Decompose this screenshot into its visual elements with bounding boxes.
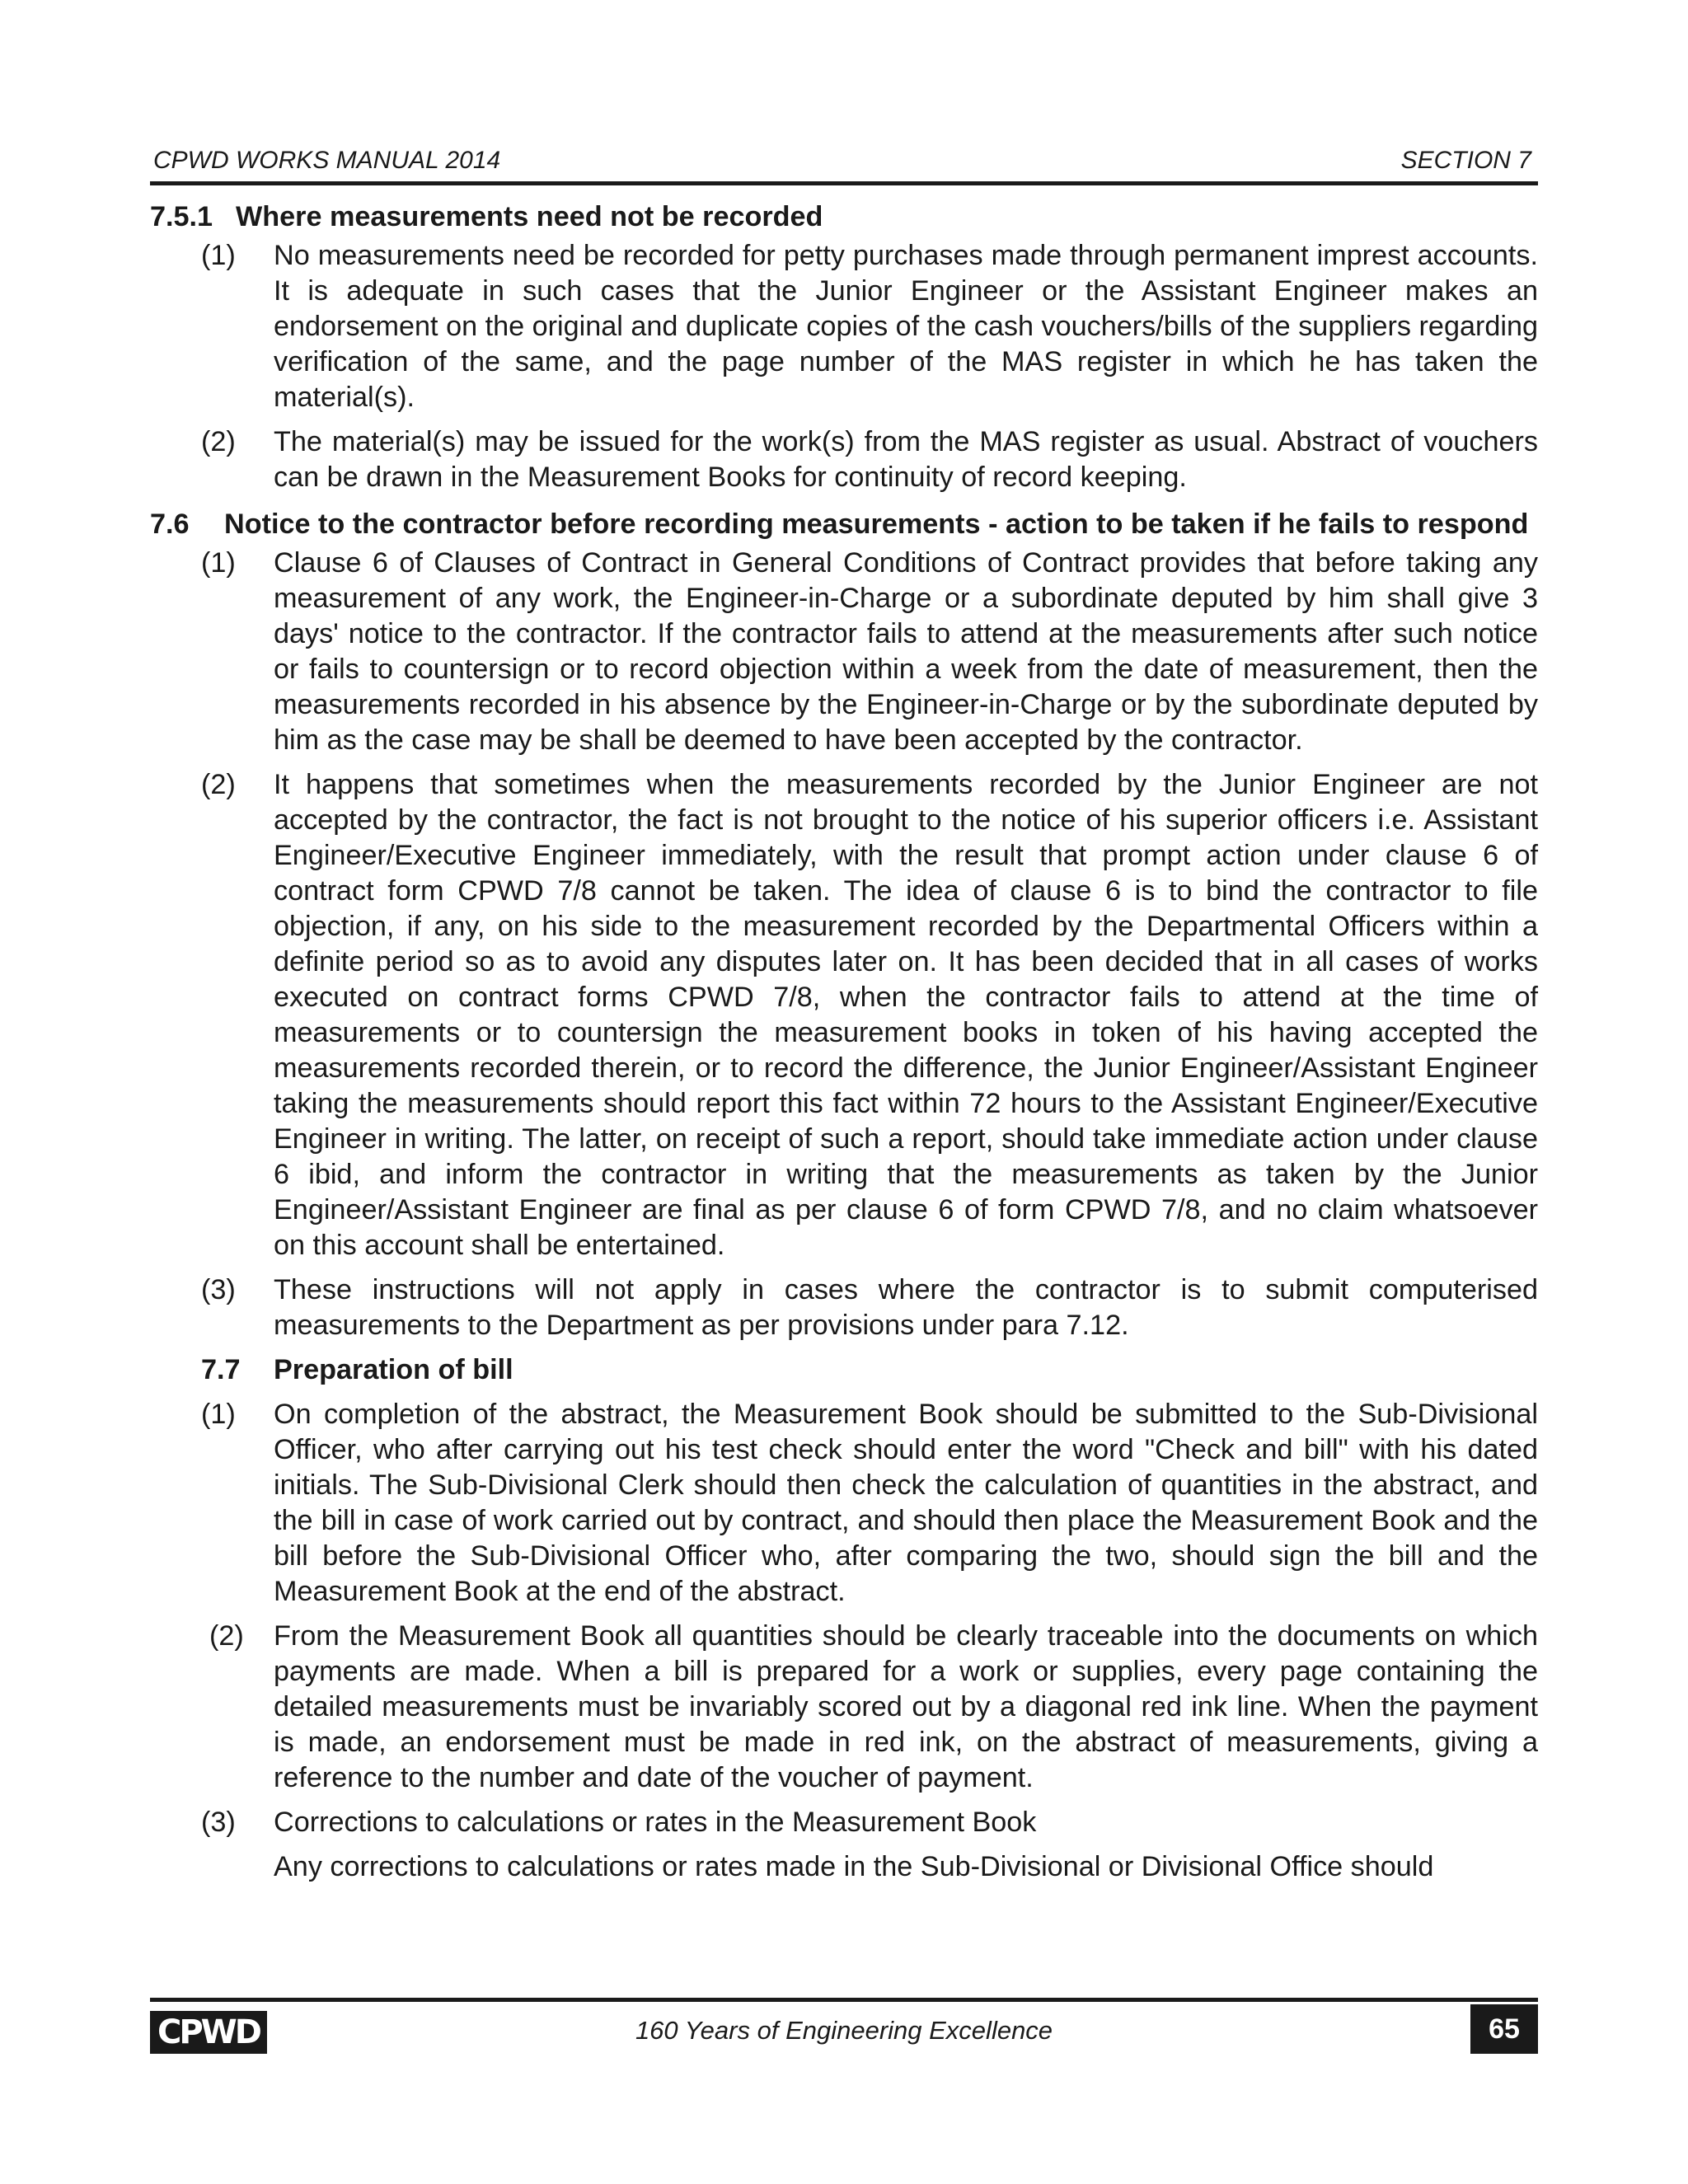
item-text: Corrections to calculations or rates in the Measurement Book <box>274 1807 1037 1838</box>
section-heading-7-5-1 <box>150 199 1538 235</box>
item-text: It happens that sometimes when the measurements recorded by the Junior Engineer are not accepted by the contractor, the fact is not brought to the notice of his superior officers i.e. Assistant Engineer/Executive Engineer immediately, with the result that prompt action under clause 6 of contract form CPWD 7/8 cannot be taken. The idea of clause 6 is to bind the contractor to file objection, if any, on his side to the measurement recorded by the Departmental Officers within a definite period so as to avoid any disputes later on. It has been decided that in all cases of works executed on contract forms CPWD 7/8, when the contractor fails to attend at the time of measurements or to countersign the measurement books in token of his having accepted the measurements recorded therein, or to record the difference, the Junior Engineer/Assistant Engineer taking the measurements should report this fact within 72 hours to the Assistant Engineer/Executive Engineer in writing. The latter, on receipt of such a report, should take immediate action under clause 6 ibid, and inform the contractor in writing that the measurements as taken by the Junior Engineer/Assistant Engineer are final as per clause 6 of form CPWD 7/8, and no claim whatsoever on this account shall be entertained. <box>274 769 1538 1261</box>
item-number: (3) <box>201 1274 236 1305</box>
page-body <box>150 199 1538 1885</box>
section-title: Notice to the contractor before recording measurements - action to be taken if he fails to respond <box>224 509 1529 540</box>
section-heading-7-7 <box>150 1352 1538 1388</box>
item-number: (1) <box>201 240 236 271</box>
item-number: (2) <box>201 426 236 457</box>
page-header <box>150 140 1538 186</box>
list-item <box>150 424 1538 495</box>
list-item <box>150 546 1538 758</box>
section-number: 7.5.1 <box>150 201 213 232</box>
section-heading-7-6 <box>150 507 1538 542</box>
list-item <box>150 1805 1538 1840</box>
cpwd-logo: CPWD <box>150 2011 267 2054</box>
section-title: Where measurements need not be recorded <box>236 201 823 232</box>
item-number: (2) <box>209 1620 244 1652</box>
continuation-paragraph: Any corrections to calculations or rates made in the Sub-Divisional or Divisional Office should <box>274 1851 1434 1882</box>
item-text: On completion of the abstract, the Measurement Book should be submitted to the Sub-Divisional Officer, who after carrying out his test check should enter the word "Check and bill" with his dated initials. The Sub-Divisional Clerk should then check the calculation of quantities in the abstract, and the bill in case of work carried out by contract, and should then place the Measurement Book and the bill before the Sub-Divisional Officer who, after comparing the two, should sign the bill and the Measurement Book at the end of the abstract. <box>274 1399 1538 1607</box>
item-number: (1) <box>201 1399 236 1430</box>
item-text: From the Measurement Book all quantities should be clearly traceable into the documents on which payments are made. When a bill is prepared for a work or supplies, every page containing the detailed measurements must be invariably scored out by a diagonal red ink line. When the payment is made, an endorsement must be made in red ink, on the abstract of measurements, giving a reference to the number and date of the voucher of payment. <box>274 1620 1538 1793</box>
list-item <box>150 1272 1538 1343</box>
list-item <box>150 767 1538 1263</box>
item-text: No measurements need be recorded for petty purchases made through permanent imprest accounts. It is adequate in such cases that the Junior Engineer or the Assistant Engineer makes an endorsement on the original and duplicate copies of the cash vouchers/bills of the suppliers regarding verification of the same, and the page number of the MAS register in which he has taken the material(s). <box>274 240 1538 413</box>
section-title: Preparation of bill <box>274 1354 513 1385</box>
item-text: The material(s) may be issued for the work(s) from the MAS register as usual. Abstract of vouchers can be drawn in the Measurement Books for continuity of record keeping. <box>274 426 1538 493</box>
item-text: Clause 6 of Clauses of Contract in General Conditions of Contract provides that before taking any measurement of any work, the Engineer-in-Charge or a subordinate deputed by him shall give 3 days' notice to the contractor. If the contractor fails to attend at the measurements after such notice or fails to countersign or to record objection within a week from the date of measurement, then the measurements recorded in his absence by the Engineer-in-Charge or by the subordinate deputed by him as the case may be shall be deemed to have been accepted by the contractor. <box>274 547 1538 756</box>
list-item <box>150 1619 1538 1796</box>
page-number: 65 <box>1470 2004 1538 2054</box>
list-item <box>150 1397 1538 1610</box>
section-number: 7.7 <box>201 1354 241 1385</box>
item-number: (2) <box>201 769 236 800</box>
header-rule <box>150 181 1538 185</box>
item-number: (3) <box>201 1807 236 1838</box>
footer-rule <box>150 1998 1538 2002</box>
manual-title: CPWD WORKS MANUAL 2014 <box>153 147 501 174</box>
page-footer <box>150 2004 1538 2055</box>
list-item <box>150 238 1538 415</box>
footer-tagline: 160 Years of Engineering Excellence <box>635 2016 1053 2045</box>
section-number: 7.6 <box>150 509 190 540</box>
item-number: (1) <box>201 547 236 579</box>
item-text: These instructions will not apply in cases where the contractor is to submit computerised measurements to the Department as per provisions under para 7.12. <box>274 1274 1538 1341</box>
section-label: SECTION 7 <box>1400 147 1531 174</box>
